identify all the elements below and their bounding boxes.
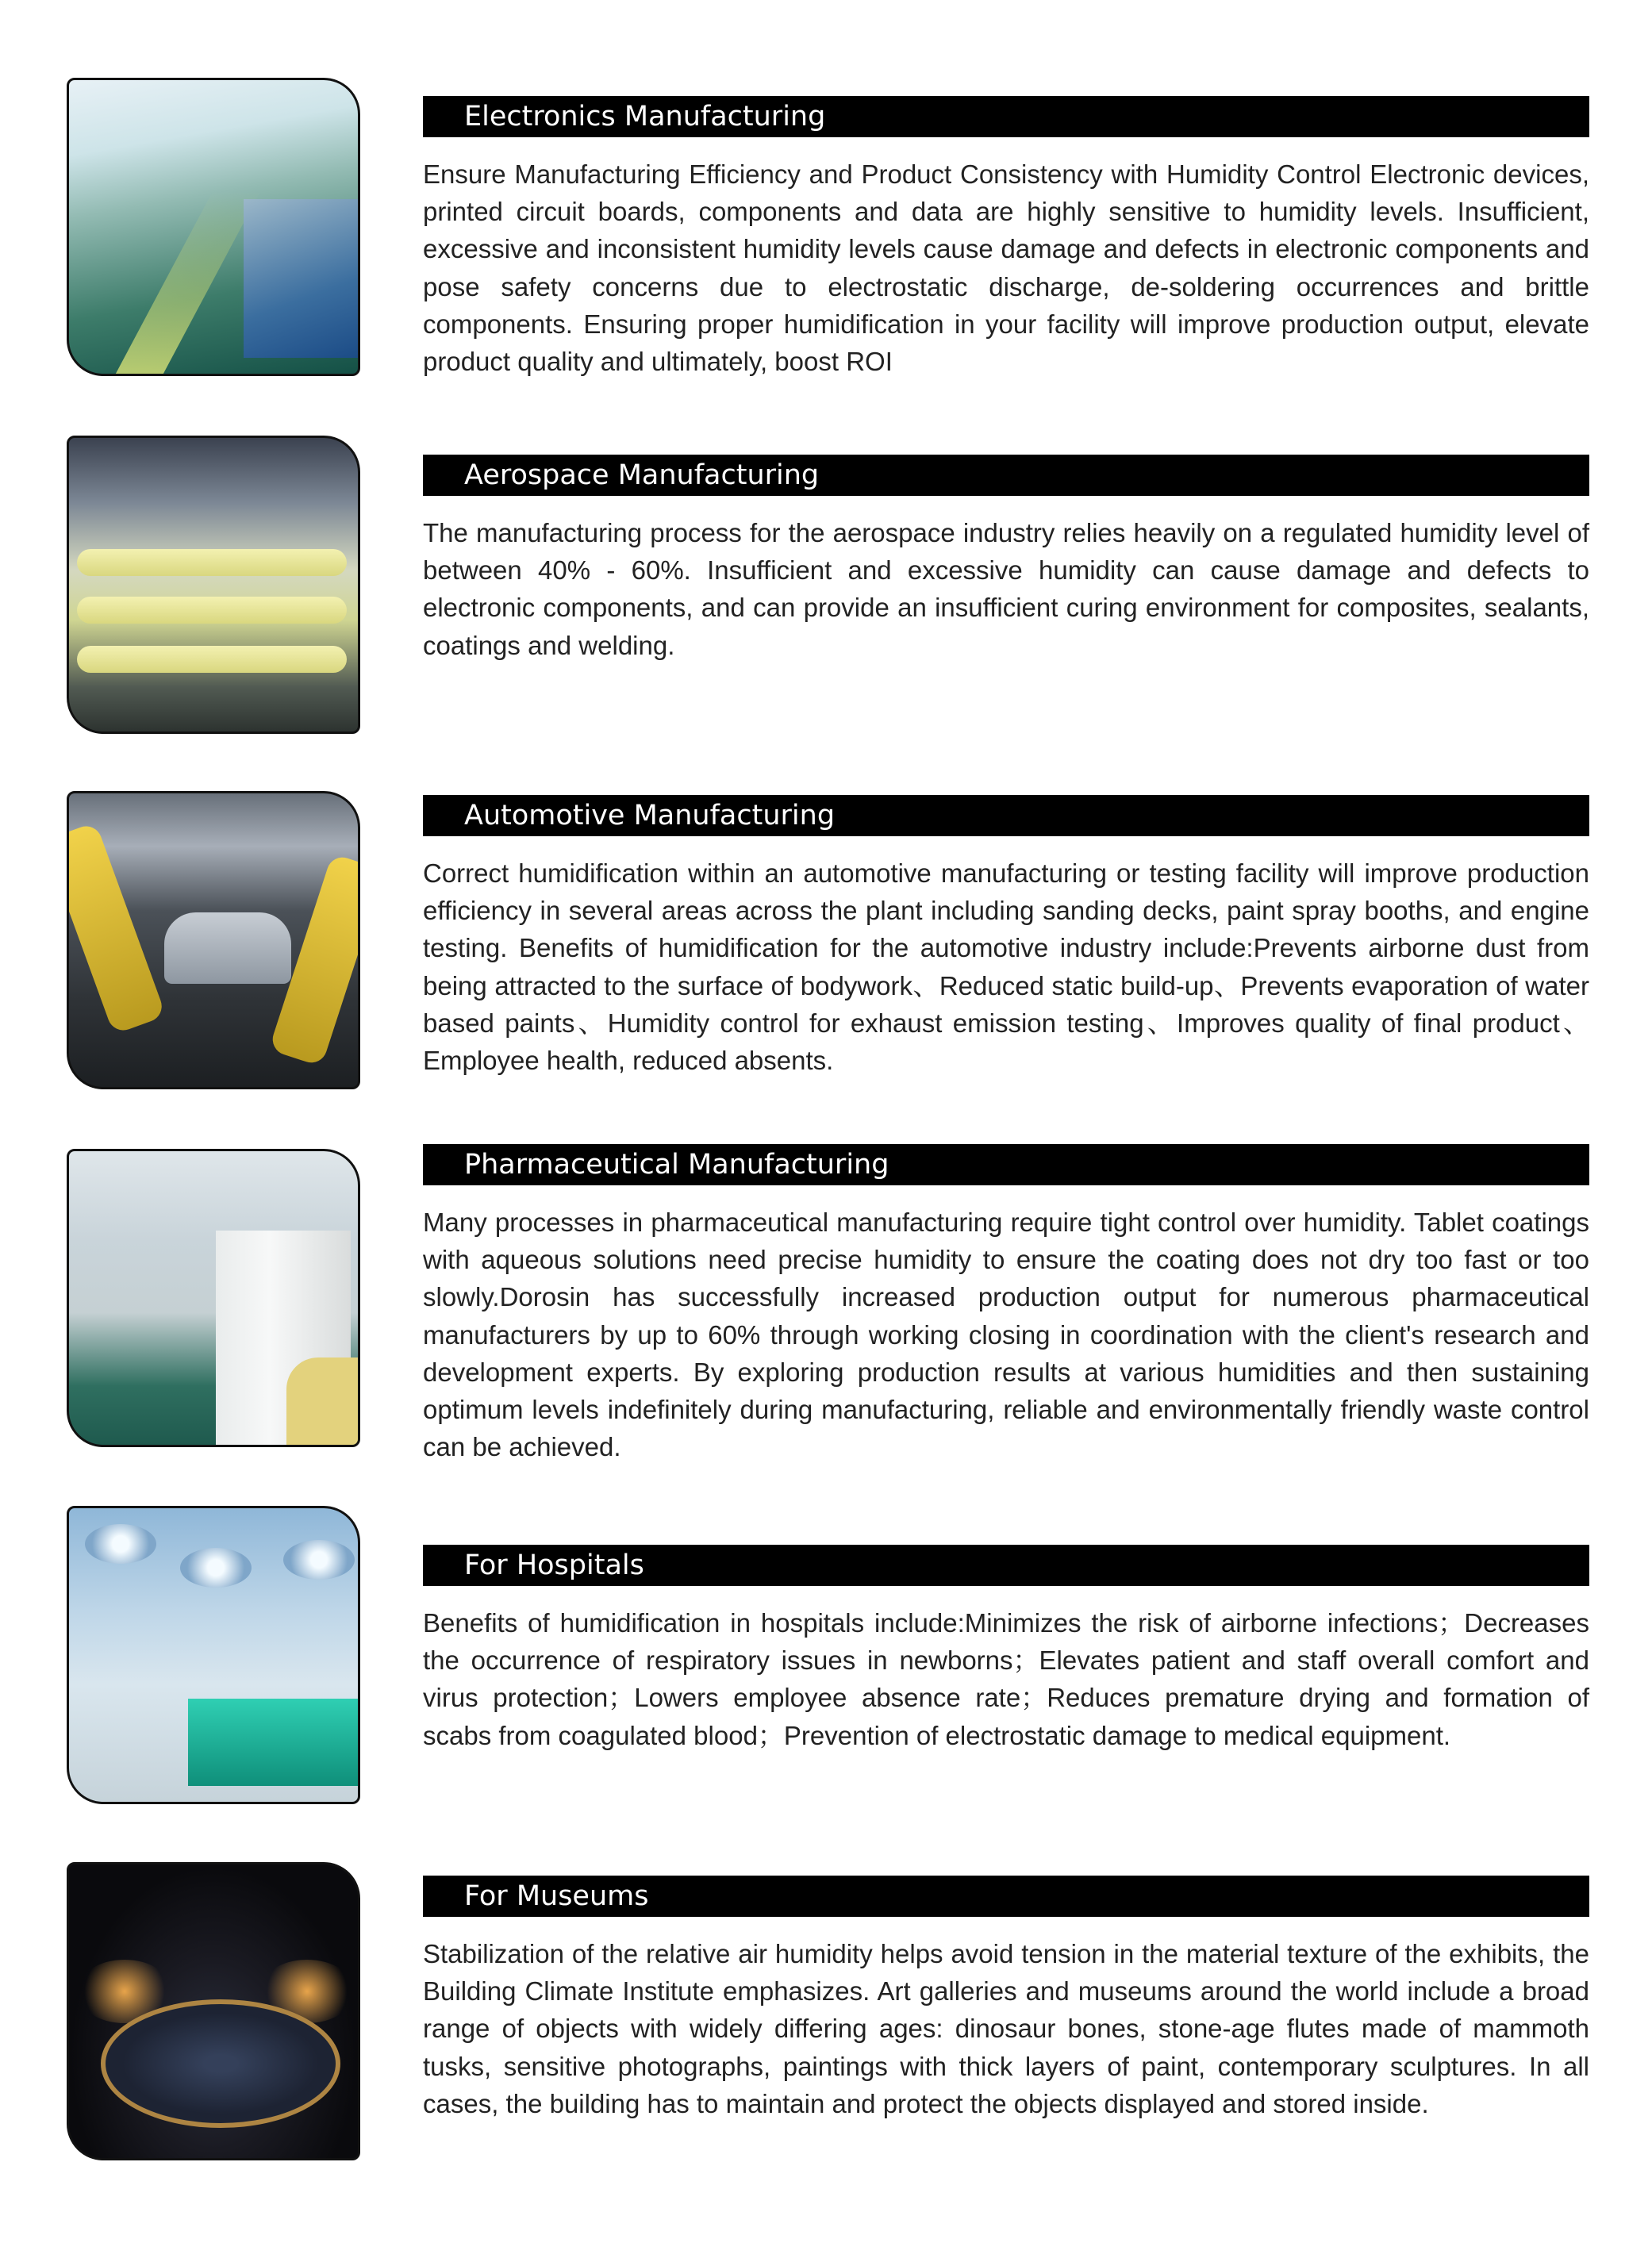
aerospace-hangar-photo — [67, 436, 360, 734]
section-heading: Automotive Manufacturing — [423, 795, 1589, 836]
section-heading: Electronics Manufacturing — [423, 96, 1589, 137]
surgical-lamp-decoration — [85, 1524, 156, 1564]
surgical-lamp-decoration — [180, 1548, 252, 1588]
workbench-decoration — [244, 199, 360, 358]
section-body-text: Correct humidification within an automotive manufacturing or testing facility will improve production efficiency in several areas across the plant including sanding decks, paint spray booths, and engine testing. Benefits of humidification for the automotive industry include:Prevents airborne dust from being attracted to the surface of bodywork、Reduced static build-up、Prevents evaporation of water based paints、Humidity control for exhaust emission testing、Improves quality of final product、Employee health, reduced absents. — [423, 858, 1589, 1076]
section-heading: Aerospace Manufacturing — [423, 455, 1589, 496]
section-body-text: Stabilization of the relative air humidity helps avoid tension in the material texture of the exhibits, the Building Climate Institute emphasizes. Art galleries and museums around the world include a broad range of objects with widely differing ages: dinosaur bones, stone-age flutes made of mammoth tusks, sensitive photographs, paintings with thick layers of paint, contemporary sculptures. In all cases, the building has to maintain and protect the objects displayed and stored inside. — [423, 1939, 1589, 2118]
robot-arm-decoration — [67, 822, 166, 1035]
section-heading: Pharmaceutical Manufacturing — [423, 1144, 1589, 1185]
yellow-cover-decoration — [286, 1357, 358, 1445]
aircraft-fuselage-decoration — [77, 597, 347, 624]
automotive-assembly-photo — [67, 791, 360, 1089]
section-heading: For Museums — [423, 1876, 1589, 1917]
section-body-text: The manufacturing process for the aerospace industry relies heavily on a regulated humidity level of between 40% - 60%. Insufficient and excessive humidity can cause damage and defects to electronic components, and can provide an insufficient curing environment for composites, sealants, coatings and welding. — [423, 518, 1589, 660]
aircraft-fuselage-decoration — [77, 549, 347, 576]
museum-exhibit-hall-photo — [67, 1862, 360, 2160]
section-body-text: Ensure Manufacturing Efficiency and Product Consistency with Humidity Control Electronic devices, printed circuit boards, components and data are highly sensitive to humidity levels. Insufficient, excessive and inconsistent humidity levels cause damage and defects in electronic components and pose safety concerns due to electrostatic discharge, de-soldering occurrences and brittle components. Ensuring proper humidification in your facility will improve production output, elevate product quality and ultimately, boost ROI — [423, 159, 1589, 377]
car-body-decoration — [164, 912, 291, 984]
surgical-lamp-decoration — [283, 1540, 355, 1580]
operating-table-decoration — [188, 1699, 360, 1786]
hospital-operating-room-photo — [67, 1506, 360, 1804]
section-heading: For Hospitals — [423, 1545, 1589, 1586]
electronics-factory-photo — [67, 78, 360, 376]
floor-ring-decoration — [101, 1999, 340, 2128]
section-body-text: Benefits of humidification in hospitals include:Minimizes the risk of airborne infections；Decreases the occurrence of respiratory issues in newborns；Elevates patient and staff overall comfort and virus protection；Lowers employee absence rate；Reduces premature drying and formation of scabs from coagulated blood；Prevention of electrostatic damage to medical equipment. — [423, 1608, 1589, 1750]
section-body-text: Many processes in pharmaceutical manufacturing require tight control over humidity. Tablet coatings with aqueous solutions need precise humidity to ensure the coating does not dry too fast or too slowly.Dorosin has successfully increased production output for numerous pharmaceutical manufacturers by up to 60% through working closing in coordination with the client's research and development experts. By exploring production results at various humidities and then sustaining optimum levels indefinitely during manufacturing, reliable and environmentally friendly waste control can be achieved. — [423, 1208, 1589, 1462]
pharmaceutical-cleanroom-photo — [67, 1149, 360, 1447]
floor-lane-decoration — [116, 191, 260, 374]
aircraft-fuselage-decoration — [77, 646, 347, 673]
